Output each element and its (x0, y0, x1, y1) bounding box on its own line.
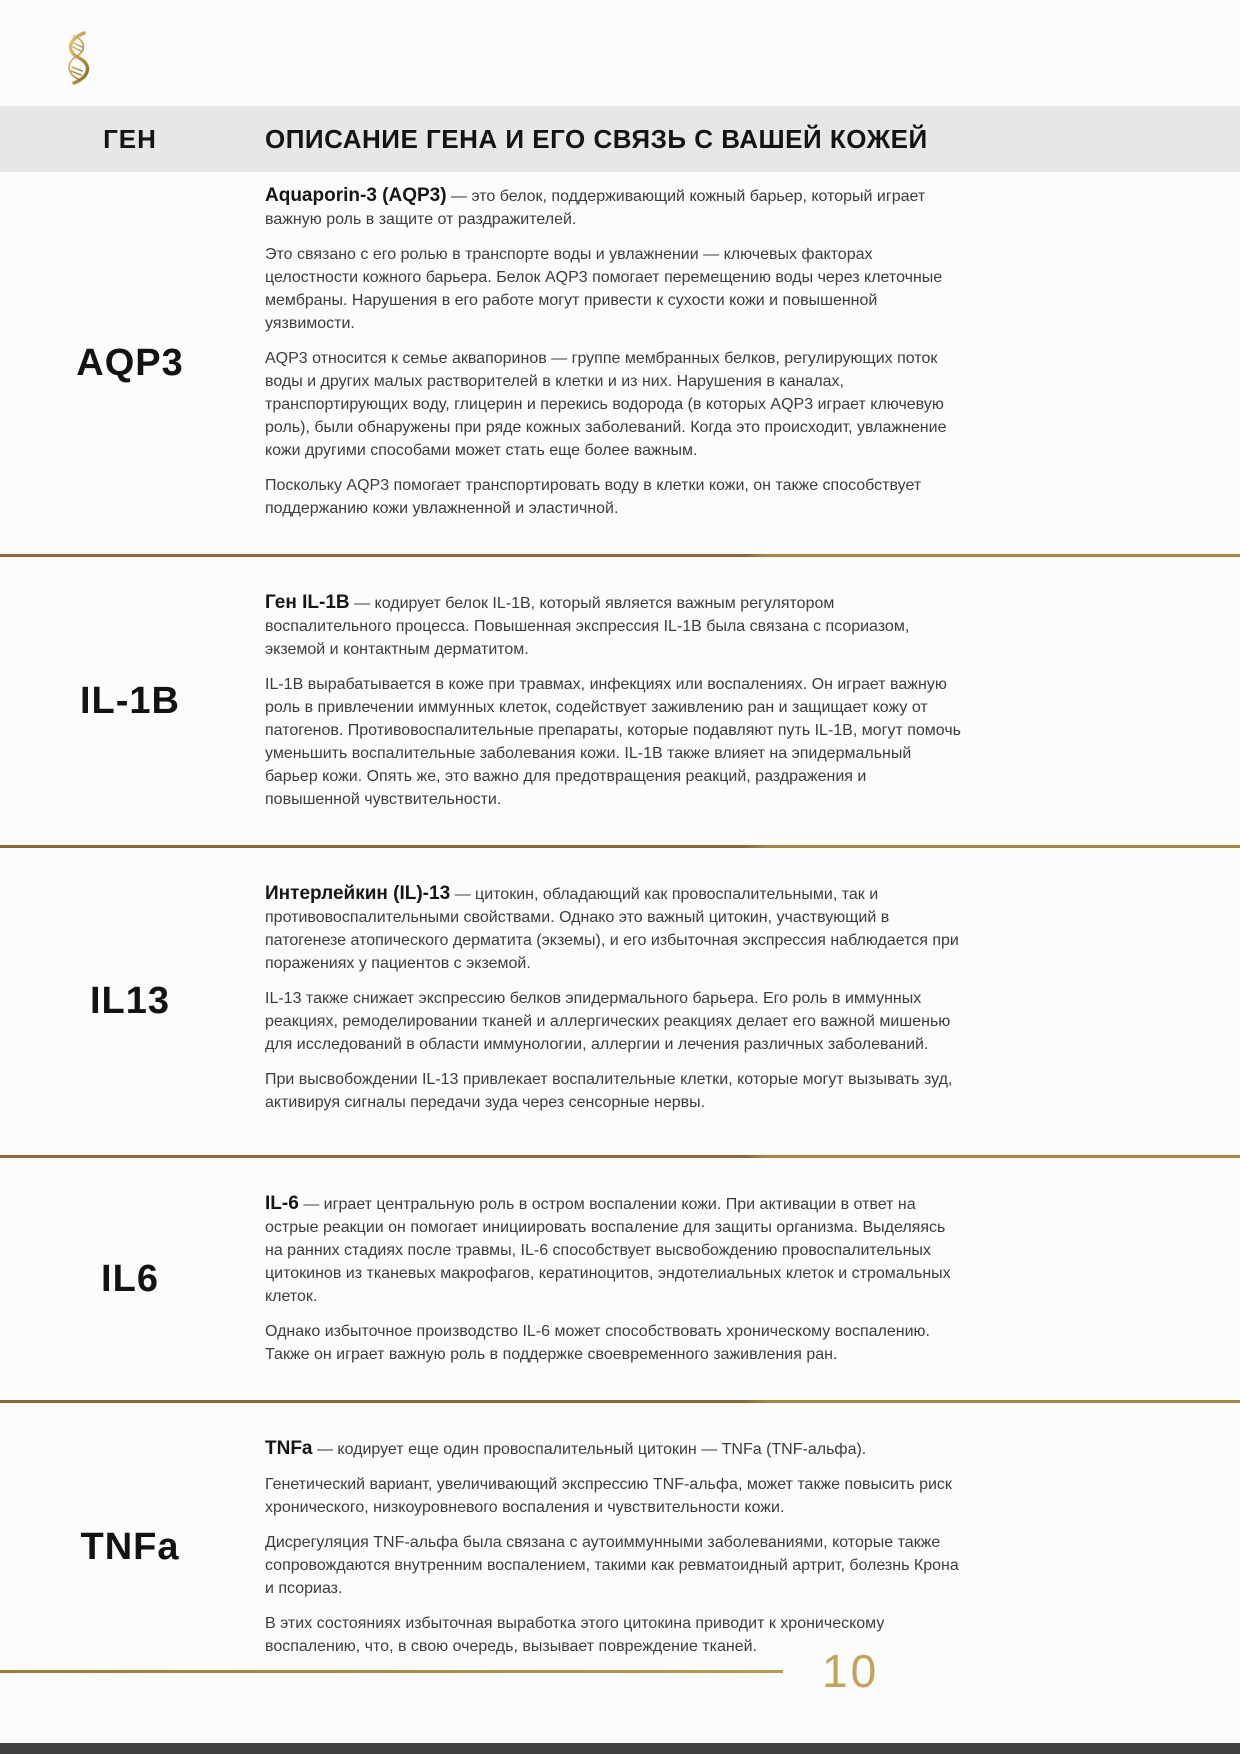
gene-section-il13 (0, 845, 1240, 1155)
paragraph-text: — кодирует белок IL-1B, который является важным регулятором воспалительного процесса. Повышенная экспрессия IL-1B была связана с псориазом, экземой и контактным дерматитом. (265, 595, 910, 658)
paragraph (265, 1437, 962, 1461)
gene-section-il1b (0, 554, 1240, 845)
gene-name: TNFa (80, 1526, 180, 1568)
paragraph-text: — кодирует еще один провоспалительный цитокин — TNFa (TNF-альфа). (312, 1441, 867, 1458)
gene-name: IL6 (101, 1257, 159, 1300)
gene-description (260, 557, 972, 845)
gene-name: AQP3 (76, 341, 184, 384)
gene-cell (0, 1158, 260, 1400)
paragraph-text: IL-13 также снижает экспрессию белков эпидермального барьера. Его роль в иммунных реакциях, ремоделировании тканей и аллергических реакциях делает его важной мишенью для исследований в области иммунологии, аллергии и лечения различных заболеваний. (265, 990, 951, 1053)
gene-column-header: ГЕН (103, 123, 157, 154)
gene-section-il6 (0, 1155, 1240, 1400)
paragraph-text: — это белок, поддерживающий кожный барьер, который играет важную роль в защите от раздражителей. (265, 188, 926, 228)
gene-cell (0, 557, 260, 845)
paragraph (265, 347, 962, 462)
gene-name: IL13 (89, 980, 171, 1022)
paragraph (265, 1531, 962, 1600)
paragraph-text: Поскольку AQP3 помогает транспортировать воду в клетки кожи, он также способствует поддержанию кожи увлажненной и эластичной. (265, 477, 922, 517)
paragraph (265, 243, 962, 335)
gene-description (260, 172, 972, 554)
gene-cell (0, 848, 260, 1155)
paragraph-lead: Интерлейкин (IL)-13 (265, 883, 451, 904)
paragraph-text: IL-1B вырабатывается в коже при травмах, инфекциях или воспалениях. Он играет важную роль в привлечении иммунных клеток, содействует заживлению ран и защищает кожу от патогенов. Противовоспалительные препараты, которые подавляют путь IL-1B, могут помочь уменьшить воспалительные заболевания кожи. IL-1B также влияет на эпидермальный барьер кожи. Опять же, это важно для предотвращения реакций, раздражения и повышенной чувствительности. (265, 676, 962, 808)
dna-helix-logo-icon (60, 30, 94, 88)
paragraph-lead: Ген IL-1B (265, 592, 350, 613)
paragraph-text: Дисрегуляция TNF-альфа была связана с аутоиммунными заболеваниями, которые также сопровождаются внутренним воспалением, такими как ревматоидный артрит, болезнь Крона и псориаз. (265, 1534, 959, 1597)
paragraph (265, 474, 962, 520)
gene-section-tnfa (0, 1400, 1240, 1692)
paragraph-text: — играет центральную роль в остром воспалении кожи. При активации в ответ на острые реакции он помогает инициировать воспаление для защиты организма. Выделяясь на ранних стадиях после травмы, IL-6 способствует высвобождению провоспалительных цитокинов из тканевых макрофагов, кератиноцитов, эндотелиальных клеток и стромальных клеток. (265, 1196, 951, 1305)
paragraph (265, 987, 962, 1056)
paragraph (265, 591, 962, 661)
paragraph (265, 882, 962, 975)
paragraph (265, 1068, 962, 1114)
paragraph-lead: Aquaporin-3 (AQP3) (265, 185, 447, 206)
gene-section-aqp3 (0, 172, 1240, 554)
paragraph-text: В этих состояниях избыточная выработка этого цитокина приводит к хроническому воспалению, что, в свою очередь, вызывает повреждение тканей. (265, 1615, 885, 1655)
page-number: 10 (822, 1645, 880, 1697)
paragraph-lead: TNFa (265, 1438, 313, 1459)
dna-helix-svg (60, 30, 94, 88)
paragraph-text: Это связано с его ролью в транспорте воды и увлажнении — ключевых факторах целостности кожного барьера. Белок AQP3 помогает перемещению воды через клеточные мембраны. Нарушения в его работе могут привести к сухости кожи и повышенной уязвимости. (265, 246, 943, 332)
gene-description (260, 1158, 972, 1400)
paragraph (265, 673, 962, 811)
table-header-band (0, 106, 1240, 172)
gene-description (260, 848, 972, 1155)
gene-cell (0, 1403, 260, 1692)
paragraph-text: При высвобождении IL-13 привлекает воспалительные клетки, которые могут вызывать зуд, активируя сигналы передачи зуда через сенсорные нервы. (265, 1071, 953, 1111)
paragraph-text: — цитокин, обладающий как провоспалительными, так и противовоспалительными свойствами. Однако это важный цитокин, участвующий в патогенезе атопического дерматита (экземы), и его избыточная экспрессия наблюдается при поражениях у пациентов с экземой. (265, 886, 959, 972)
paragraph-text: AQP3 относится к семье аквапоринов — группе мембранных белков, регулирующих поток воды и других малых растворителей в клетки и из них. Нарушения в каналах, транспортирующих воду, глицерин и перекись водорода (в которых AQP3 играет ключевую роль), были обнаружены при ряде кожных заболеваний. Когда это происходит, увлажнение кожи другими способами может стать еще более важным. (265, 350, 947, 459)
gene-name: IL-1B (80, 679, 180, 722)
paragraph (265, 184, 962, 231)
description-column-header: ОПИСАНИЕ ГЕНА И ЕГО СВЯЗЬ С ВАШЕЙ КОЖЕЙ (265, 123, 928, 154)
page-bottom-edge (0, 1743, 1240, 1754)
paragraph-text: Генетический вариант, увеличивающий экспрессию TNF-альфа, может также повысить риск хронического, низкоуровневого воспаления и чувствительности кожи. (265, 1476, 952, 1516)
footer-divider-line (0, 1670, 783, 1673)
paragraph (265, 1192, 962, 1308)
paragraph-text: Однако избыточное производство IL-6 может способствовать хроническому воспалению. Также он играет важную роль в поддержке своевременного заживления ран. (265, 1323, 930, 1363)
paragraph-lead: IL-6 (265, 1193, 299, 1214)
paragraph (265, 1473, 962, 1519)
paragraph (265, 1320, 962, 1366)
gene-cell (0, 172, 260, 554)
